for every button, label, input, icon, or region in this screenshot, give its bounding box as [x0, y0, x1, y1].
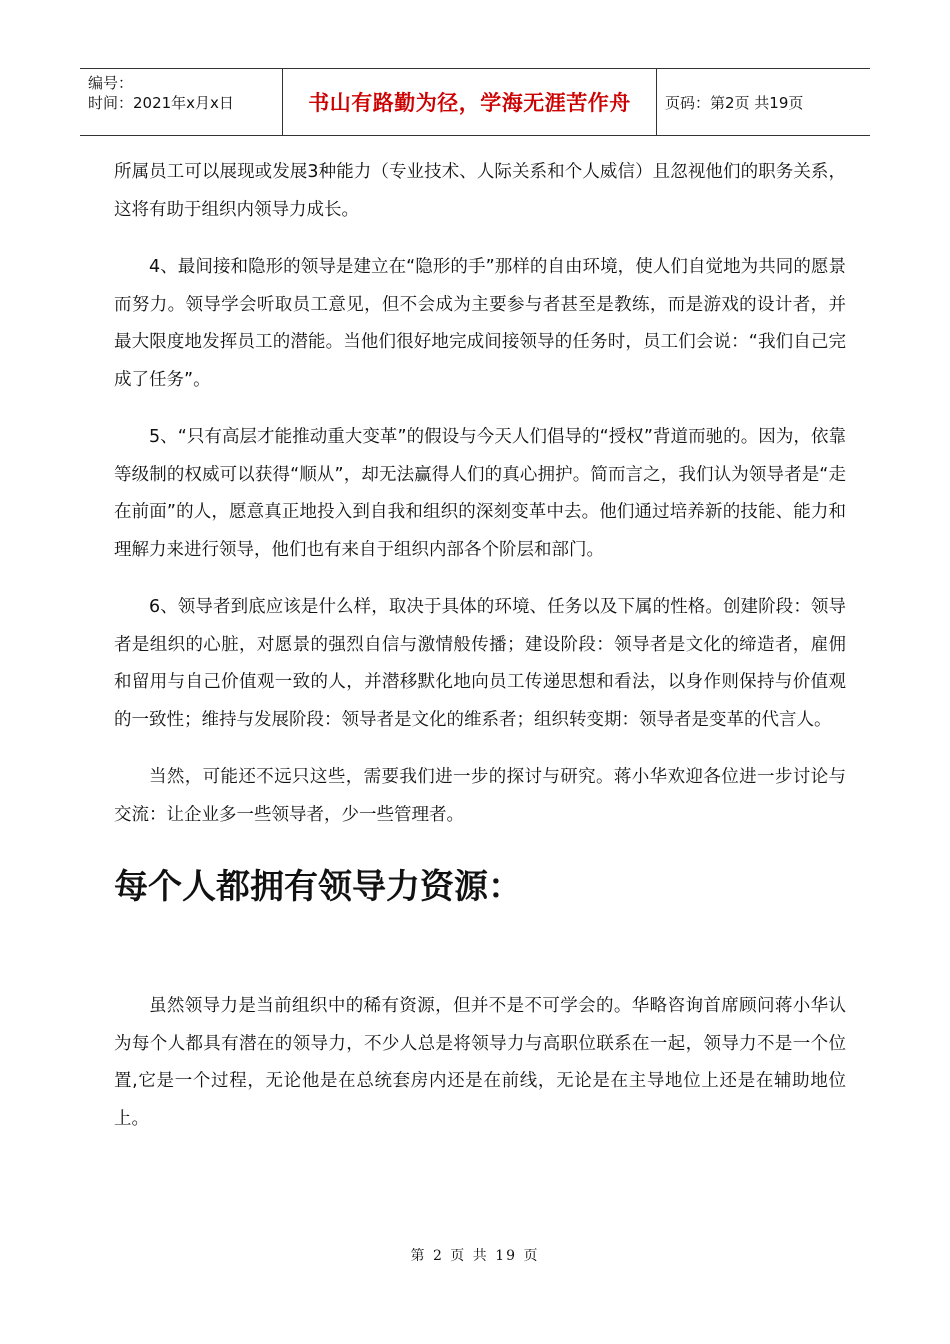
section-heading: 每个人都拥有领导力资源：	[114, 867, 522, 907]
paragraph-point-4: 4、最间接和隐形的领导是建立在“隐形的手”那样的自由环境，使人们自觉地为共同的愿景而努力。领导学会听取员工意见，但不会成为主要参与者甚至是教练，而是游戏的设计者，并最大限度地发挥员工的潜能。当他们很好地完成间接领导的任务时，员工们会说：“我们自己完成了任务”。	[114, 257, 846, 390]
header-page-info: 页码：第2页 共19页	[665, 93, 804, 112]
header-motto: 书山有路勤为径，学海无涯苦作舟	[283, 69, 657, 135]
paragraph-point-6: 6、领导者到底应该是什么样，取决于具体的环境、任务以及下属的性格。创建阶段：领导者是组织的心脏，对愿景的强烈自信与激情般传播；建设阶段：领导者是文化的缔造者，雇佣和留用与自己价值观一致的人，并潜移默化地向员工传递思想和看法，以身作则保持与价值观的一致性；维持与发展阶段：领导者是文化的维系者；组织转变期：领导者是变革的代言人。	[114, 597, 846, 730]
document-number-label: 编号：	[88, 74, 134, 92]
section-paragraph: 虽然领导力是当前组织中的稀有资源，但并不是不可学会的。华略咨询首席顾问蒋小华认为每个人都具有潜在的领导力，不少人总是将领导力与高职位联系在一起，领导力不是一个位置,它是一个过程，无论他是在总统套房内还是在前线，无论是在主导地位上还是在辅助地位上。	[114, 996, 846, 1129]
page-header	[80, 68, 870, 136]
paragraph-conclusion: 当然，可能还不远只这些，需要我们进一步的探讨与研究。蒋小华欢迎各位进一步讨论与交流：让企业多一些领导者，少一些管理者。	[114, 767, 846, 825]
document-body	[114, 154, 846, 1158]
page-footer: 第 2 页 共 19 页	[410, 1248, 540, 1264]
paragraph-continuation: 所属员工可以展现或发展3种能力（专业技术、人际关系和个人威信）且忽视他们的职务关系，这将有助于组织内领导力成长。	[114, 162, 846, 220]
header-meta	[80, 69, 283, 135]
document-time-label: 时间：2021年x月x日	[88, 94, 234, 112]
paragraph-point-5: 5、“只有高层才能推动重大变革”的假设与今天人们倡导的“授权”背道而驰的。因为，依靠等级制的权威可以获得“顺从”，却无法赢得人们的真心拥护。简而言之，我们认为领导者是“走在前面”的人，愿意真正地投入到自我和组织的深刻变革中去。他们通过培养新的技能、能力和理解力来进行领导，他们也有来自于组织内部各个阶层和部门。	[114, 427, 846, 560]
